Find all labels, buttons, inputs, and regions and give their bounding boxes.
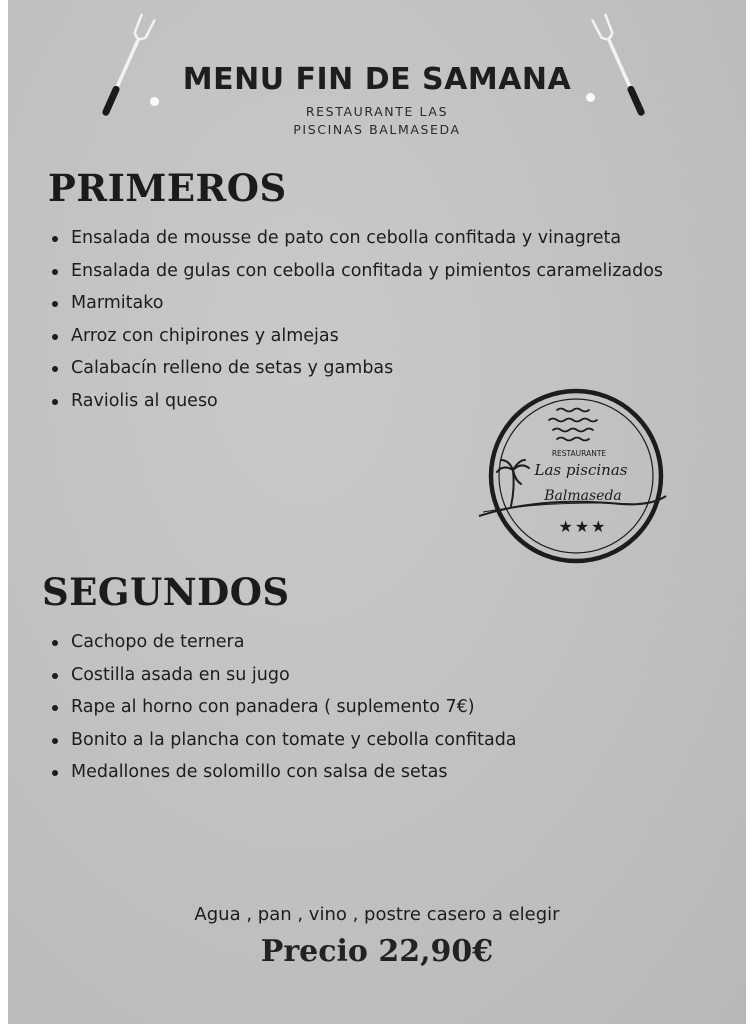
logo-small-label: RESTAURANTE bbox=[551, 449, 607, 458]
logo-stars: ★★★ bbox=[558, 517, 608, 536]
subtitle-line-1: RESTAURANTE LAS bbox=[305, 104, 449, 119]
restaurant-logo bbox=[471, 388, 671, 568]
subtitle-line-2: PISCINAS BALMASEDA bbox=[293, 122, 461, 137]
list-item: Arroz con chipirones y almejas bbox=[48, 320, 663, 353]
list-item: Raviolis al queso bbox=[48, 385, 663, 418]
logo-name-line-2: Balmaseda bbox=[544, 488, 622, 504]
list-item: Costilla asada en su jugo bbox=[48, 659, 517, 692]
restaurant-subtitle bbox=[8, 103, 746, 139]
list-item: Bonito a la plancha con tomate y cebolla confitada bbox=[48, 724, 517, 757]
list-item: Ensalada de mousse de pato con cebolla confitada y vinagreta bbox=[48, 222, 663, 255]
waves-icon bbox=[549, 409, 597, 441]
palm-tree-icon bbox=[497, 460, 529, 506]
list-item: Rape al horno con panadera ( suplemento 7€) bbox=[48, 691, 517, 724]
list-item: Ensalada de gulas con cebolla confitada y pimientos caramelizados bbox=[48, 255, 663, 288]
segundos-heading: SEGUNDOS bbox=[42, 570, 290, 614]
list-item: Marmitako bbox=[48, 287, 663, 320]
list-item: Cachopo de ternera bbox=[48, 626, 517, 659]
price-text: Precio 22,90€ bbox=[260, 934, 494, 969]
primeros-heading: PRIMEROS bbox=[48, 166, 287, 210]
logo-name-line-1: Las piscinas bbox=[534, 461, 628, 479]
list-item: Calabacín relleno de setas y gambas bbox=[48, 352, 663, 385]
segundos-list bbox=[48, 626, 517, 789]
includes-text: Agua , pan , vino , postre casero a elegir bbox=[194, 904, 560, 925]
menu-title: MENU FIN DE SAMANA bbox=[182, 62, 572, 97]
list-item: Medallones de solomillo con salsa de setas bbox=[48, 756, 517, 789]
menu-page bbox=[8, 0, 746, 1024]
